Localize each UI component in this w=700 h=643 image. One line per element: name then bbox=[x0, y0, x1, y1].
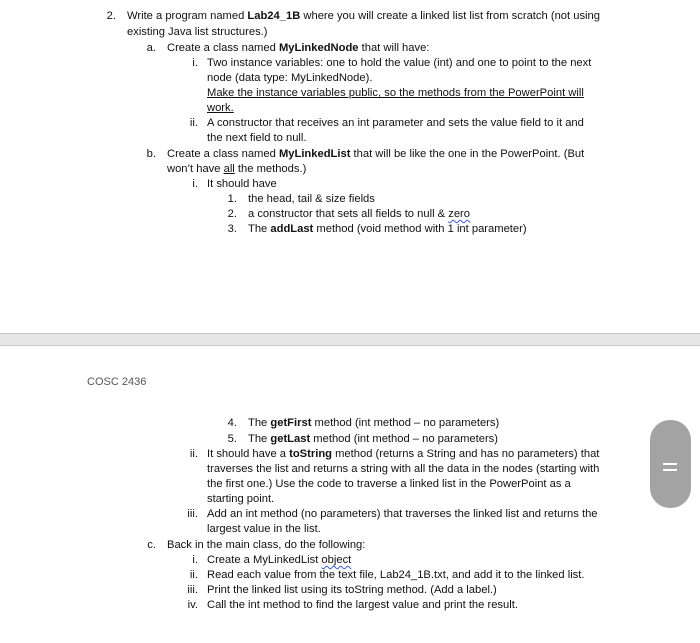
document-page-2 bbox=[0, 345, 700, 643]
list-marker: b. bbox=[146, 148, 156, 160]
grip-icon bbox=[663, 469, 677, 471]
item-b-line-2: won’t have all the methods.) bbox=[167, 163, 307, 175]
main-step-2: Read each value from the text file, Lab24_1B.txt, and add it to the linked list. bbox=[207, 569, 585, 581]
list-marker: iii. bbox=[187, 584, 198, 596]
tostring-line-1: It should have a toString method (returns a String and has no parameters) that bbox=[207, 448, 600, 460]
main-step-3: Print the linked list using its toString method. (Add a label.) bbox=[207, 584, 497, 596]
list-marker: i. bbox=[192, 57, 198, 69]
tostring-line-2: traverses the list and returns a string with all the data in the nodes (starting with bbox=[207, 463, 600, 475]
list-marker: i. bbox=[192, 178, 198, 190]
main-step-4: Call the int method to find the largest value and print the result. bbox=[207, 599, 518, 611]
field-item-2: a constructor that sets all fields to null & zero bbox=[248, 208, 470, 220]
field-item-1: the head, tail & size fields bbox=[248, 193, 375, 205]
method-item-5: The getLast method (int method – no parameters) bbox=[248, 433, 498, 445]
item-c-text: Back in the main class, do the following: bbox=[167, 539, 366, 551]
item-a-i-line-2: node (data type: MyLinkedNode). bbox=[207, 72, 373, 84]
scroll-handle[interactable] bbox=[650, 420, 691, 508]
list-marker: 5. bbox=[227, 433, 237, 445]
grip-icon bbox=[663, 463, 677, 465]
field-item-3: The addLast method (void method with 1 int parameter) bbox=[248, 223, 527, 235]
list-marker: i. bbox=[192, 554, 198, 566]
item-a-i-line-4: work. bbox=[207, 102, 234, 114]
list-marker: 3. bbox=[227, 223, 237, 235]
page-footer-course-code: COSC 2436 bbox=[87, 376, 147, 388]
method-item-4: The getFirst method (int method – no parameters) bbox=[248, 417, 500, 429]
item-b-line-1: Create a class named MyLinkedList that will be like the one in the PowerPoint. (But bbox=[167, 148, 585, 160]
task-2-line-2: existing Java list structures.) bbox=[127, 26, 268, 38]
largest-line-2: largest value in the list. bbox=[207, 523, 321, 535]
list-marker: 4. bbox=[227, 417, 237, 429]
task-2-line-1: Write a program named Lab24_1B where you will create a linked list list from scratch (not using bbox=[127, 10, 600, 22]
item-a-i-line-1: Two instance variables: one to hold the value (int) and one to point to the next bbox=[207, 57, 592, 69]
item-a-text: Create a class named MyLinkedNode that will have: bbox=[167, 42, 430, 54]
item-a-ii-line-1: A constructor that receives an int parameter and sets the value field to it and bbox=[207, 117, 584, 129]
list-marker: 2. bbox=[106, 10, 116, 22]
list-marker: 2. bbox=[227, 208, 237, 220]
list-marker: ii. bbox=[189, 569, 198, 581]
tostring-line-3: the first one.) Use the code to traverse a linked list in the PowerPoint as a bbox=[207, 478, 571, 490]
list-marker: a. bbox=[146, 42, 156, 54]
list-marker: iv. bbox=[187, 599, 198, 611]
item-b-i-text: It should have bbox=[207, 178, 277, 190]
main-step-1: Create a MyLinkedList object bbox=[207, 554, 352, 566]
tostring-line-4: starting point. bbox=[207, 493, 275, 505]
item-a-i-line-3: Make the instance variables public, so the methods from the PowerPoint will bbox=[207, 87, 584, 99]
largest-line-1: Add an int method (no parameters) that traverses the linked list and returns the bbox=[207, 508, 598, 520]
item-a-ii-line-2: the next field to null. bbox=[207, 132, 307, 144]
list-marker: 1. bbox=[227, 193, 237, 205]
list-marker: ii. bbox=[189, 117, 198, 129]
list-marker: c. bbox=[147, 539, 156, 551]
list-marker: iii. bbox=[187, 508, 198, 520]
list-marker: ii. bbox=[189, 448, 198, 460]
